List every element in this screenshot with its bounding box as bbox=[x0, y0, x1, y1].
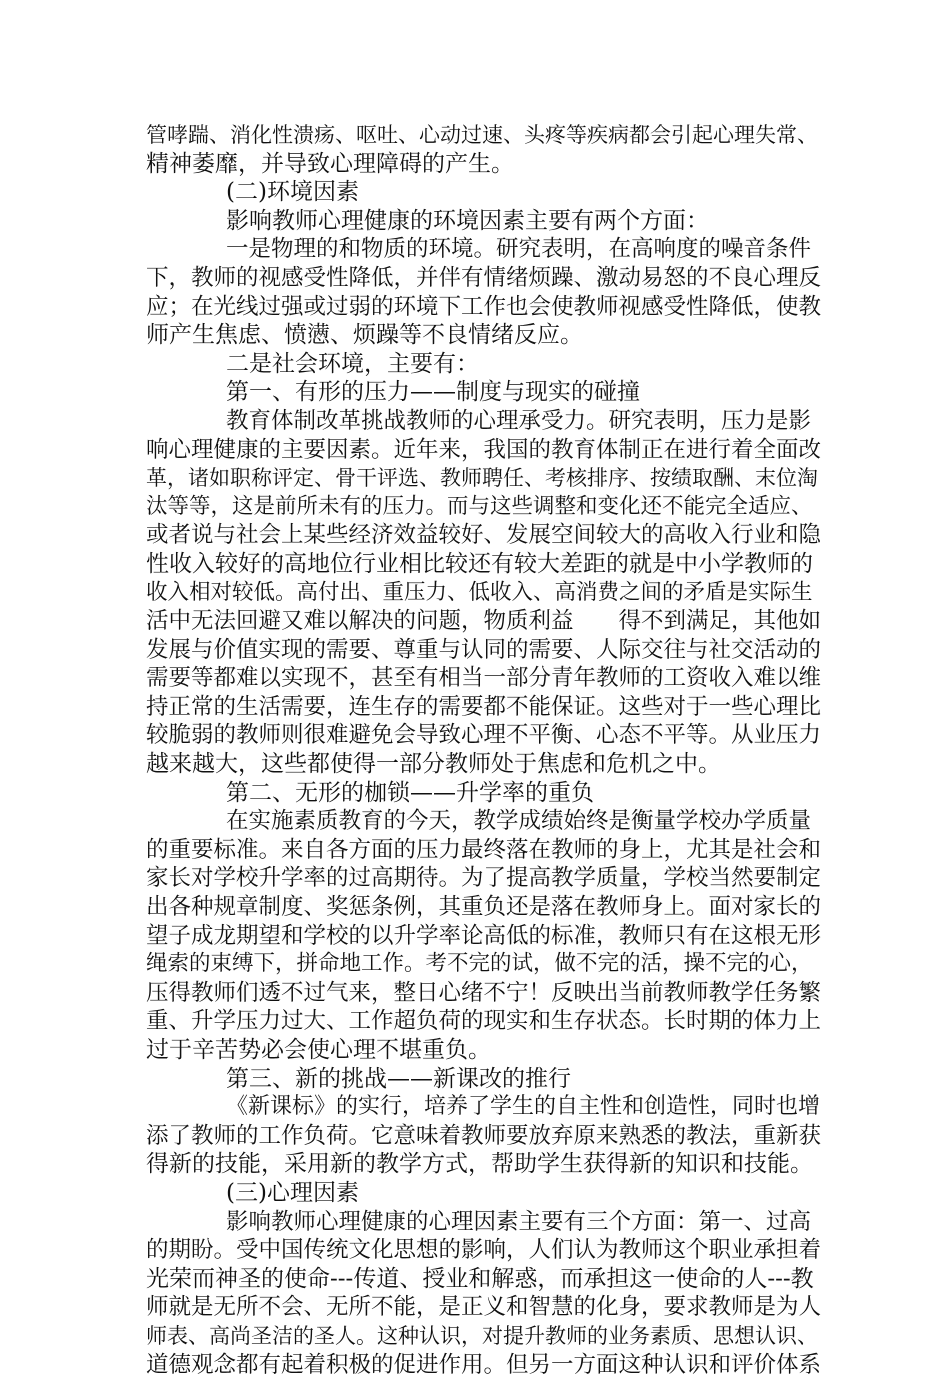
document-page bbox=[146, 121, 822, 1379]
text-line: 精神萎靡，并导致心理障碍的产生。 bbox=[146, 150, 514, 177]
text-line: 持正常的生活需要，连生存的需要都不能保证。这些对于一些心理比 bbox=[146, 693, 822, 720]
text-line: 二是社会环境，主要有： bbox=[226, 350, 479, 377]
text-line: 发展与价值实现的需要、尊重与认同的需要、人际交往与社交活动的 bbox=[146, 636, 822, 663]
text-line: 师就是无所不会、无所不能，是正义和智慧的化身，要求教师是为人 bbox=[146, 1294, 822, 1321]
text-line: (二)环境因素 bbox=[226, 179, 359, 206]
text-line: 绳索的束缚下，拼命地工作。考不完的试，做不完的活，操不完的心， bbox=[146, 951, 813, 977]
text-line: 第三、新的挑战——新课改的推行 bbox=[226, 1065, 571, 1092]
text-line: 重、升学压力过大、工作超负荷的现实和生存状态。长时期的体力上 bbox=[146, 1008, 822, 1035]
text-line: 需要等都难以实现不，甚至有相当一部分青年教师的工资收入难以维 bbox=[146, 665, 822, 692]
text-line: 压得教师们透不过气来，整日心绪不宁！反映出当前教师教学任务繁 bbox=[146, 979, 822, 1006]
text-line: 出各种规章制度、奖惩条例，其重负还是落在教师身上。面对家长的 bbox=[146, 894, 822, 921]
text-line: 的重要标准。来自各方面的压力最终落在教师的身上，尤其是社会和 bbox=[146, 836, 822, 863]
text-line: 第二、无形的枷锁——升学率的重负 bbox=[226, 779, 594, 806]
text-line: 在实施素质教育的今天，教学成绩始终是衡量学校办学质量 bbox=[226, 808, 812, 835]
text-line: 收入相对较低。高付出、重压力、低收入、高消费之间的矛盾是实际生 bbox=[146, 579, 813, 605]
text-line: 师表、高尚圣洁的圣人。这种认识，对提升教师的业务素质、思想认识、 bbox=[146, 1323, 818, 1348]
text-line: 师产生焦虑、愤懑、烦躁等不良情绪反应。 bbox=[146, 322, 583, 349]
text-line: 管哮踹、消化性溃疡、呕吐、心动过速、头疼等疾病都会引起心理失常、 bbox=[146, 123, 818, 147]
text-line: 活中无法回避又难以解决的问题，物质利益 得不到满足，其他如 bbox=[146, 608, 822, 635]
text-line: 下，教师的视感受性降低，并伴有情绪烦躁、激动易怒的不良心理反 bbox=[146, 264, 822, 291]
text-line: 的期盼。受中国传统文化思想的影响，人们认为教师这个职业承担着 bbox=[146, 1237, 822, 1264]
text-line: 道德观念都有起着积极的促进作用。但另一方面这种认识和评价体系 bbox=[146, 1351, 822, 1378]
text-line: 响心理健康的主要因素。近年来，我国的教育体制正在进行着全面改 bbox=[146, 436, 822, 463]
text-line: 一是物理的和物质的环境。研究表明，在高响度的噪音条件 bbox=[226, 236, 812, 263]
text-line: 光荣而神圣的使命---传道、授业和解惑，而承担这一使命的人---教 bbox=[146, 1265, 814, 1292]
text-line: 较脆弱的教师则很难避免会导致心理不平衡、心态不平等。从业压力 bbox=[146, 722, 822, 749]
text-line: (三)心理因素 bbox=[226, 1179, 359, 1206]
text-line: 《新课标》的实行，培养了学生的自主性和创造性，同时也增 bbox=[226, 1094, 821, 1120]
text-line: 汰等等，这是前所未有的压力。而与这些调整和变化还不能完全适应、 bbox=[146, 493, 813, 519]
text-line: 影响教师心理健康的心理因素主要有三个方面：第一、过高 bbox=[226, 1208, 812, 1235]
text-line: 添了教师的工作负荷。它意味着教师要放弃原来熟悉的教法，重新获 bbox=[146, 1122, 822, 1149]
text-line: 或者说与社会上某些经济效益较好、发展空间较大的高收入行业和隐 bbox=[146, 522, 822, 549]
text-line: 得新的技能，采用新的教学方式，帮助学生获得新的知识和技能。 bbox=[146, 1151, 813, 1178]
text-line: 革，诸如职称评定、骨干评选、教师聘任、考核排序、按绩取酬、末位淘 bbox=[146, 466, 818, 491]
text-line: 第一、有形的压力——制度与现实的碰撞 bbox=[226, 379, 640, 406]
text-line: 望子成龙期望和学校的以升学率论高低的标准，教师只有在这根无形 bbox=[146, 922, 822, 949]
text-line: 家长对学校升学率的过高期待。为了提高教学质量，学校当然要制定 bbox=[146, 865, 822, 892]
text-line: 教育体制改革挑战教师的心理承受力。研究表明，压力是影 bbox=[226, 407, 812, 434]
text-line: 越来越大，这些都使得一部分教师处于焦虑和危机之中。 bbox=[146, 751, 721, 778]
text-line: 应；在光线过强或过弱的环境下工作也会使教师视感受性降低，使教 bbox=[146, 293, 822, 320]
text-line: 过于辛苦势必会使心理不堪重负。 bbox=[146, 1037, 491, 1063]
text-line: 性收入较好的高地位行业相比较还有较大差距的就是中小学教师的 bbox=[146, 550, 813, 577]
text-line: 影响教师心理健康的环境因素主要有两个方面： bbox=[226, 207, 709, 234]
